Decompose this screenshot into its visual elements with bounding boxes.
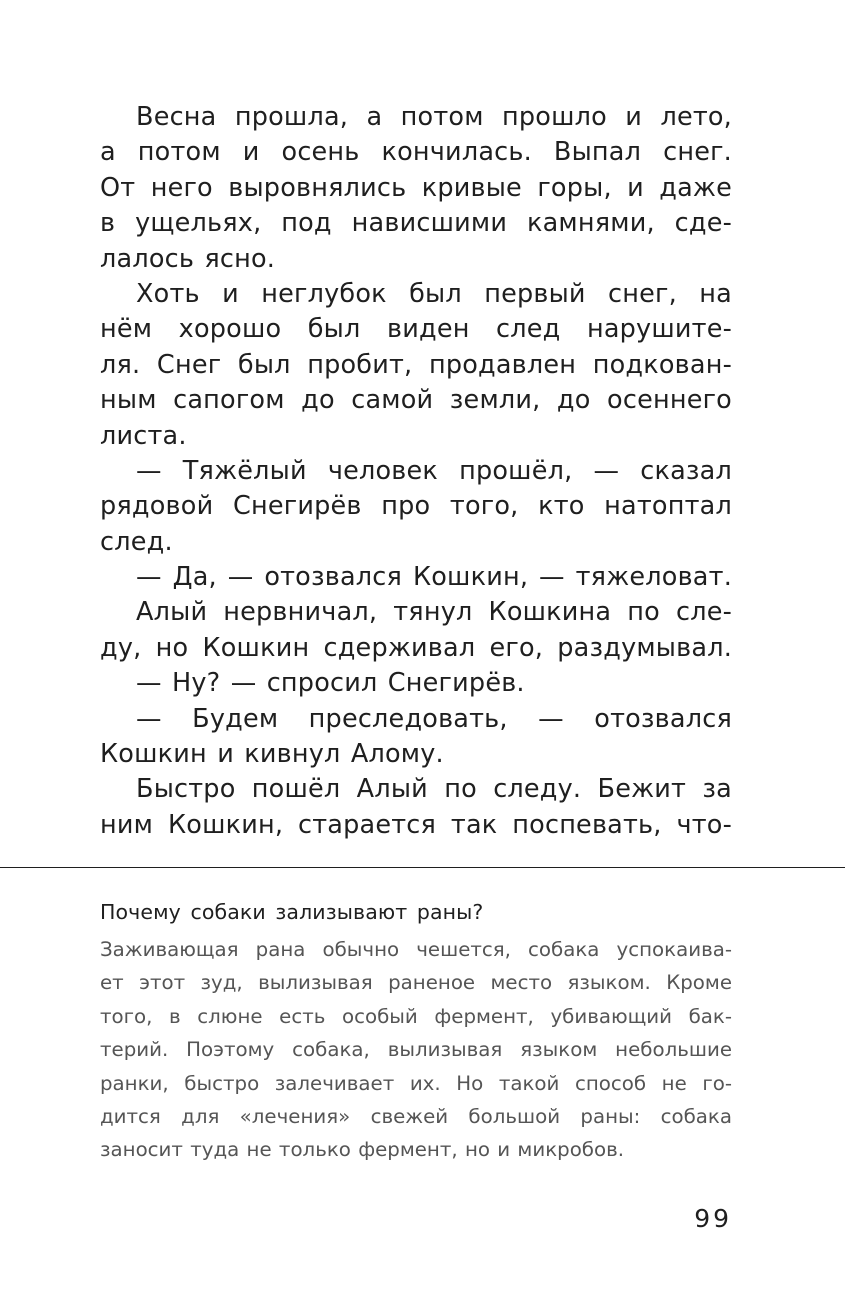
text-line: лалось ясно. — [100, 243, 276, 274]
text-line: — Ну? — спросил Снегирёв. — [136, 668, 525, 699]
text-line: Кошкин и кивнул Алому. — [100, 739, 444, 770]
text-line: а потом и осень кончилась. Выпал снег. — [100, 137, 732, 168]
sidebar-line: ранки, быстро залечивает их. Но такой способ не го- — [100, 1071, 732, 1095]
text-line: след. — [100, 526, 173, 557]
text-line: Весна прошла, а потом прошло и лето, — [136, 102, 732, 132]
text-line: рядовой Снегирёв про того, кто натоптал — [100, 491, 732, 522]
sidebar-line: того, в слюне есть особый фермент, убивающий бак- — [100, 1004, 732, 1028]
text-line: — Тяжёлый человек прошёл, — сказал — [136, 455, 732, 486]
text-line: в ущельях, под нависшими камнями, сде- — [100, 208, 732, 239]
text-line: нём хорошо был виден след нарушите- — [100, 314, 732, 345]
text-line: — Да, — отозвался Кошкин, — тяжеловат. — [136, 562, 732, 593]
sidebar-line: ет этот зуд, вылизывая раненое место языком. Кроме — [100, 971, 732, 995]
text-line: Быстро пошёл Алый по следу. Бежит за — [136, 774, 732, 805]
sidebar-text — [100, 933, 732, 1167]
text-line: ним Кошкин, старается так поспевать, что- — [100, 809, 732, 840]
sidebar-heading: Почему собаки зализывают раны? — [100, 900, 484, 924]
story-text — [100, 100, 732, 843]
text-line: Алый нервничал, тянул Кошкина по сле- — [136, 597, 732, 628]
text-line: листа. — [100, 420, 187, 451]
sidebar-line: терий. Поэтому собака, вылизывая языком небольшие — [100, 1038, 732, 1062]
text-line: ным сапогом до самой земли, до осеннего — [100, 385, 732, 416]
sidebar-line: заносит туда не только фермент, но и микробов. — [100, 1138, 625, 1162]
sidebar-line: дится для «лечения» свежей большой раны: собака — [100, 1104, 732, 1128]
text-line: Хоть и неглубок был первый снег, на — [136, 278, 732, 309]
text-line: — Будем преследовать, — отозвался — [136, 703, 732, 734]
text-line: От него выровнялись кривые горы, и даже — [100, 172, 732, 203]
text-line: ду, но Кошкин сдерживал его, раздумывал. — [100, 632, 732, 663]
text-line: ля. Снег был пробит, продавлен подкован- — [100, 349, 732, 380]
section-divider — [0, 867, 845, 868]
sidebar-line: Заживающая рана обычно чешется, собака успокаива- — [100, 938, 732, 961]
page-number: 99 — [694, 1204, 732, 1233]
